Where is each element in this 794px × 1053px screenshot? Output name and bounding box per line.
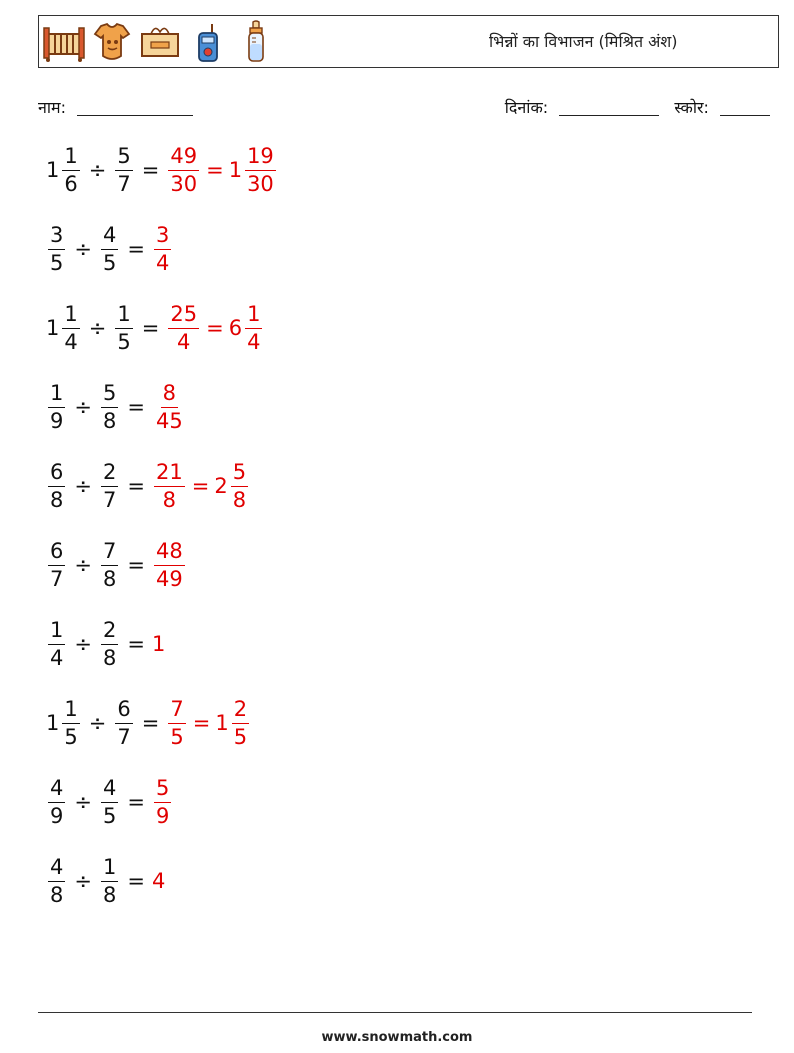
denominator: 7 bbox=[117, 171, 131, 196]
numerator: 5 bbox=[101, 383, 118, 408]
numerator: 1 bbox=[245, 304, 262, 329]
answer-fraction bbox=[154, 538, 185, 591]
numerator: 3 bbox=[154, 225, 171, 250]
whole-number: 1 bbox=[46, 711, 60, 735]
score-label: स्कोर: bbox=[674, 98, 709, 117]
problem-row bbox=[46, 772, 173, 832]
footer-url: www.snowmath.com bbox=[321, 1030, 473, 1045]
baby-monitor-icon bbox=[187, 20, 229, 64]
mixed-fraction bbox=[232, 696, 249, 749]
divide-sign: ÷ bbox=[74, 395, 92, 419]
dividend-fraction bbox=[48, 617, 65, 670]
problem-row bbox=[46, 614, 165, 674]
equals-sign: = bbox=[127, 553, 145, 577]
numerator: 4 bbox=[101, 225, 118, 250]
denominator: 4 bbox=[64, 329, 78, 354]
tissue-box-icon bbox=[139, 20, 181, 64]
numerator: 5 bbox=[154, 778, 171, 803]
denominator: 4 bbox=[155, 250, 170, 275]
numerator: 6 bbox=[48, 541, 65, 566]
answer-fraction bbox=[154, 222, 171, 275]
divisor-fraction bbox=[115, 301, 132, 354]
numerator: 7 bbox=[168, 699, 185, 724]
equals-sign: = bbox=[127, 237, 145, 261]
divide-sign: ÷ bbox=[74, 474, 92, 498]
denominator: 5 bbox=[50, 250, 64, 275]
divisor-fraction bbox=[101, 538, 118, 591]
worksheet-title: भिन्नों का विभाजन (मिश्रित अंश) bbox=[489, 32, 678, 51]
divide-sign: ÷ bbox=[88, 711, 107, 735]
denominator: 5 bbox=[102, 803, 117, 828]
dividend-fraction bbox=[48, 854, 65, 907]
numerator: 7 bbox=[101, 541, 118, 566]
numerator: 4 bbox=[101, 778, 118, 803]
name-field bbox=[38, 96, 193, 118]
denominator: 5 bbox=[170, 724, 184, 749]
numerator: 1 bbox=[115, 304, 132, 329]
denominator: 8 bbox=[50, 487, 64, 512]
numerator: 3 bbox=[48, 225, 65, 250]
numerator: 48 bbox=[154, 541, 185, 566]
divisor-fraction bbox=[101, 222, 118, 275]
denominator: 9 bbox=[50, 408, 64, 433]
denominator: 45 bbox=[155, 408, 183, 433]
equals-sign: = bbox=[141, 158, 160, 182]
mixed-fraction bbox=[245, 301, 262, 354]
divisor-fraction bbox=[101, 380, 118, 433]
numerator: 1 bbox=[101, 857, 118, 882]
problem-row bbox=[46, 219, 173, 279]
answer-whole: 1 bbox=[151, 632, 166, 656]
problem-row bbox=[46, 535, 187, 595]
problem-row bbox=[46, 456, 250, 516]
dividend-fraction bbox=[62, 143, 79, 196]
numerator: 21 bbox=[154, 462, 185, 487]
numerator: 25 bbox=[168, 304, 199, 329]
dividend-fraction bbox=[48, 222, 65, 275]
numerator: 19 bbox=[245, 146, 276, 171]
divide-sign: ÷ bbox=[88, 316, 107, 340]
dividend-fraction bbox=[48, 538, 65, 591]
score-blank[interactable] bbox=[720, 100, 770, 116]
denominator: 7 bbox=[50, 566, 64, 591]
mixed-whole: 2 bbox=[214, 474, 228, 498]
problem-row bbox=[46, 851, 165, 911]
equals-sign: = bbox=[127, 790, 145, 814]
name-label: नाम: bbox=[38, 98, 66, 117]
dividend-fraction bbox=[48, 775, 65, 828]
numerator: 2 bbox=[101, 462, 118, 487]
denominator: 4 bbox=[50, 645, 64, 670]
numerator: 4 bbox=[48, 857, 65, 882]
divisor-fraction bbox=[101, 617, 118, 670]
equals-sign: = bbox=[141, 316, 160, 340]
date-blank[interactable] bbox=[559, 100, 659, 116]
denominator: 5 bbox=[64, 724, 78, 749]
answer-equals-sign: = bbox=[192, 711, 211, 735]
denominator: 8 bbox=[232, 487, 247, 512]
mixed-fraction bbox=[231, 459, 248, 512]
denominator: 5 bbox=[233, 724, 248, 749]
numerator: 49 bbox=[168, 146, 199, 171]
divisor-fraction bbox=[101, 459, 118, 512]
denominator: 7 bbox=[117, 724, 131, 749]
answer-fraction bbox=[154, 775, 171, 828]
denominator: 30 bbox=[247, 171, 274, 196]
denominator: 9 bbox=[50, 803, 64, 828]
divide-sign: ÷ bbox=[74, 790, 92, 814]
whole-number: 1 bbox=[46, 158, 60, 182]
divide-sign: ÷ bbox=[74, 553, 92, 577]
dividend-fraction bbox=[48, 459, 65, 512]
denominator: 7 bbox=[102, 487, 117, 512]
answer-fraction bbox=[168, 301, 199, 354]
denominator: 8 bbox=[102, 408, 117, 433]
divide-sign: ÷ bbox=[74, 869, 92, 893]
problem-row bbox=[46, 693, 251, 753]
numerator: 5 bbox=[115, 146, 132, 171]
problem-row bbox=[46, 140, 278, 200]
problem-row bbox=[46, 298, 264, 358]
numerator: 1 bbox=[62, 146, 79, 171]
numerator: 1 bbox=[62, 304, 79, 329]
denominator: 4 bbox=[247, 329, 261, 354]
answer-equals-sign: = bbox=[206, 158, 224, 182]
mixed-fraction bbox=[245, 143, 276, 196]
dividend-fraction bbox=[62, 696, 79, 749]
denominator: 8 bbox=[50, 882, 64, 907]
divide-sign: ÷ bbox=[88, 158, 107, 182]
mixed-whole: 1 bbox=[215, 711, 229, 735]
numerator: 6 bbox=[115, 699, 132, 724]
numerator: 1 bbox=[48, 620, 65, 645]
divisor-fraction bbox=[115, 696, 132, 749]
crib-icon bbox=[43, 20, 85, 64]
numerator: 8 bbox=[161, 383, 178, 408]
divisor-fraction bbox=[101, 854, 118, 907]
problem-row bbox=[46, 377, 187, 437]
header-icons bbox=[43, 20, 277, 64]
denominator: 5 bbox=[117, 329, 131, 354]
answer-equals-sign: = bbox=[206, 316, 224, 340]
answer-fraction bbox=[168, 143, 199, 196]
denominator: 5 bbox=[102, 250, 117, 275]
denominator: 4 bbox=[177, 329, 191, 354]
denominator: 30 bbox=[170, 171, 198, 196]
denominator: 8 bbox=[102, 882, 117, 907]
date-label: दिनांक: bbox=[504, 98, 549, 117]
equals-sign: = bbox=[127, 869, 145, 893]
denominator: 49 bbox=[155, 566, 183, 591]
baby-onesie-icon bbox=[91, 20, 133, 64]
divisor-fraction bbox=[101, 775, 118, 828]
mixed-whole: 1 bbox=[228, 158, 243, 182]
numerator: 2 bbox=[101, 620, 118, 645]
equals-sign: = bbox=[127, 632, 145, 656]
denominator: 6 bbox=[64, 171, 78, 196]
divisor-fraction bbox=[115, 143, 132, 196]
divide-sign: ÷ bbox=[74, 237, 92, 261]
numerator: 6 bbox=[48, 462, 65, 487]
baby-bottle-icon bbox=[235, 20, 277, 64]
numerator: 4 bbox=[48, 778, 65, 803]
denominator: 8 bbox=[162, 487, 177, 512]
numerator: 5 bbox=[231, 462, 248, 487]
answer-fraction bbox=[154, 380, 185, 433]
header-box bbox=[38, 15, 779, 68]
denominator: 8 bbox=[102, 566, 117, 591]
numerator: 2 bbox=[232, 699, 249, 724]
divide-sign: ÷ bbox=[74, 632, 92, 656]
name-blank[interactable] bbox=[77, 100, 193, 116]
equals-sign: = bbox=[141, 711, 160, 735]
date-score-fields bbox=[505, 96, 770, 118]
answer-fraction bbox=[168, 696, 185, 749]
whole-number: 1 bbox=[46, 316, 60, 340]
answer-equals-sign: = bbox=[191, 474, 210, 498]
answer-whole: 4 bbox=[151, 869, 166, 893]
answer-fraction bbox=[154, 459, 185, 512]
denominator: 8 bbox=[102, 645, 117, 670]
footer-divider bbox=[38, 1012, 752, 1013]
dividend-fraction bbox=[48, 380, 65, 433]
numerator: 1 bbox=[48, 383, 65, 408]
mixed-whole: 6 bbox=[228, 316, 243, 340]
denominator: 9 bbox=[155, 803, 170, 828]
equals-sign: = bbox=[127, 395, 145, 419]
numerator: 1 bbox=[62, 699, 79, 724]
equals-sign: = bbox=[127, 474, 145, 498]
dividend-fraction bbox=[62, 301, 79, 354]
